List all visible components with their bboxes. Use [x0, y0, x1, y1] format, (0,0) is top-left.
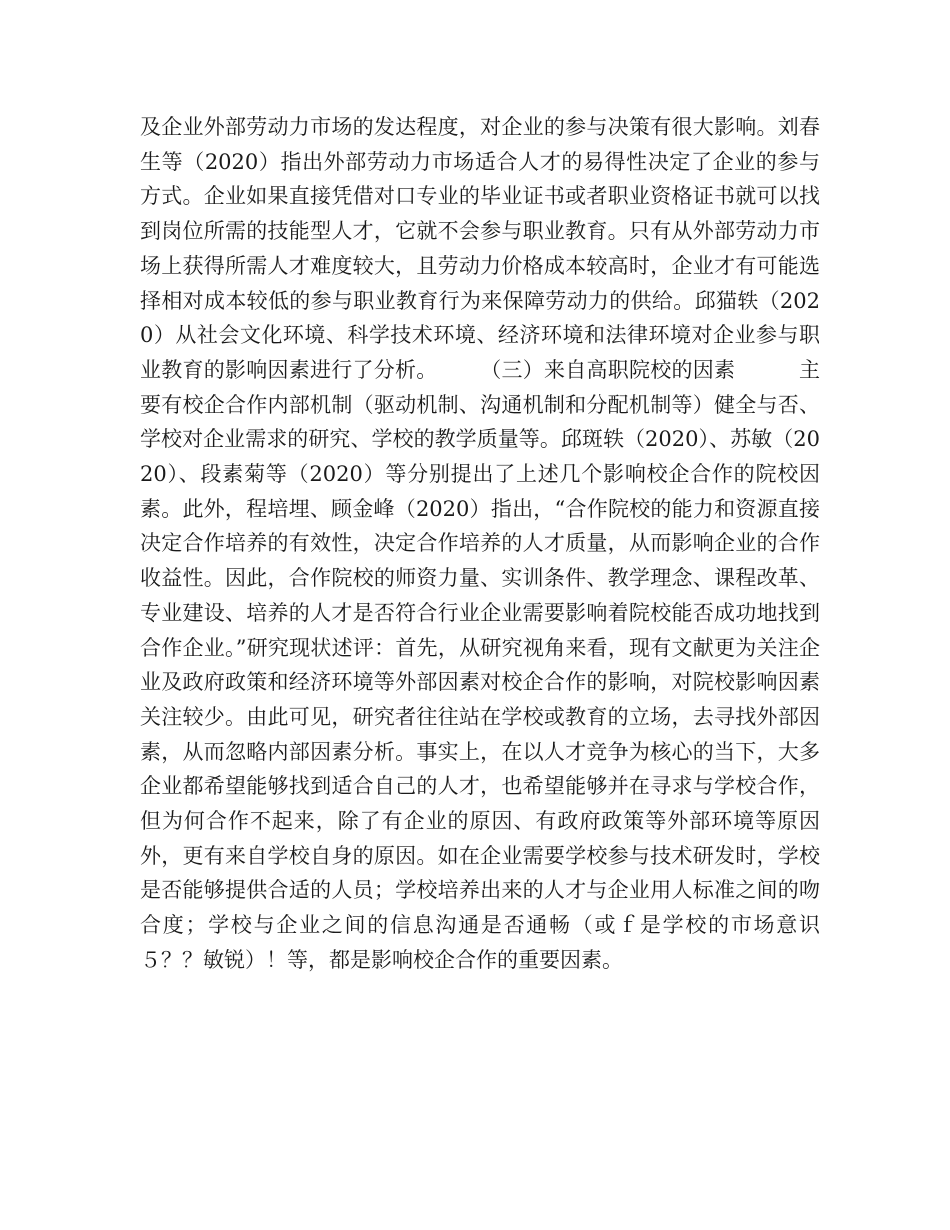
- body-paragraph: 及企业外部劳动力市场的发达程度，对企业的参与决策有很大影响。刘春生等（2020）指出外部劳动力市场适合人才的易得性决定了企业的参与方式。企业如果直接凭借对口专业的毕业证书或者职业资格证书就可以找到岗位所需的技能型人才，它就不会参与职业教育。只有从外部劳动力市场上获得所需人才难度较大，且劳动力价格成本较高时，企业才有可能选择相对成本较低的参与职业教育行为来保障劳动力的供给。邱猫轶（2020）从社会文化环境、科学技术环境、经济环境和法律环境对企业参与职业教育的影响因素进行了分析。 （三）来自高职院校的因素 主要有校企合作内部机制（驱动机制、沟通机制和分配机制等）健全与否、学校对企业需求的研究、学校的教学质量等。邱斑轶（2020）、苏敏（2020）、段素菊等（2020）等分别提出了上述几个影响校企合作的院校因素。此外，程培埋、顾金峰（2020）指出，“合作院校的能力和资源直接决定合作培养的有效性，决定合作培养的人才质量，从而影响企业的合作收益性。因此，合作院校的师资力量、实训条件、教学理念、课程改革、专业建设、培养的人才是否符合行业企业需要影响着院校能否成功地找到合作企业。”研究现状述评：首先，从研究视角来看，现有文献更为关注企业及政府政策和经济环境等外部因素对校企合作的影响，对院校影响因素关注较少。由此可见，研究者往往站在学校或教育的立场，去寻找外部因素，从而忽略内部因素分析。事实上，在以人才竞争为核心的当下，大多企业都希望能够找到适合自己的人才，也希望能够并在寻求与学校合作，但为何合作不起来，除了有企业的原因、有政府政策等外部环境等原因外，更有来自学校自身的原因。如在企业需要学校参与技术研发时，学校是否能够提供合适的人员；学校培养出来的人才与企业用人标准之间的吻合度；学校与企业之间的信息沟通是否通畅（或ｆ是学校的市场意识５？？敏锐）！等，都是影响校企合作的重要因素。: [140, 115, 820, 972]
